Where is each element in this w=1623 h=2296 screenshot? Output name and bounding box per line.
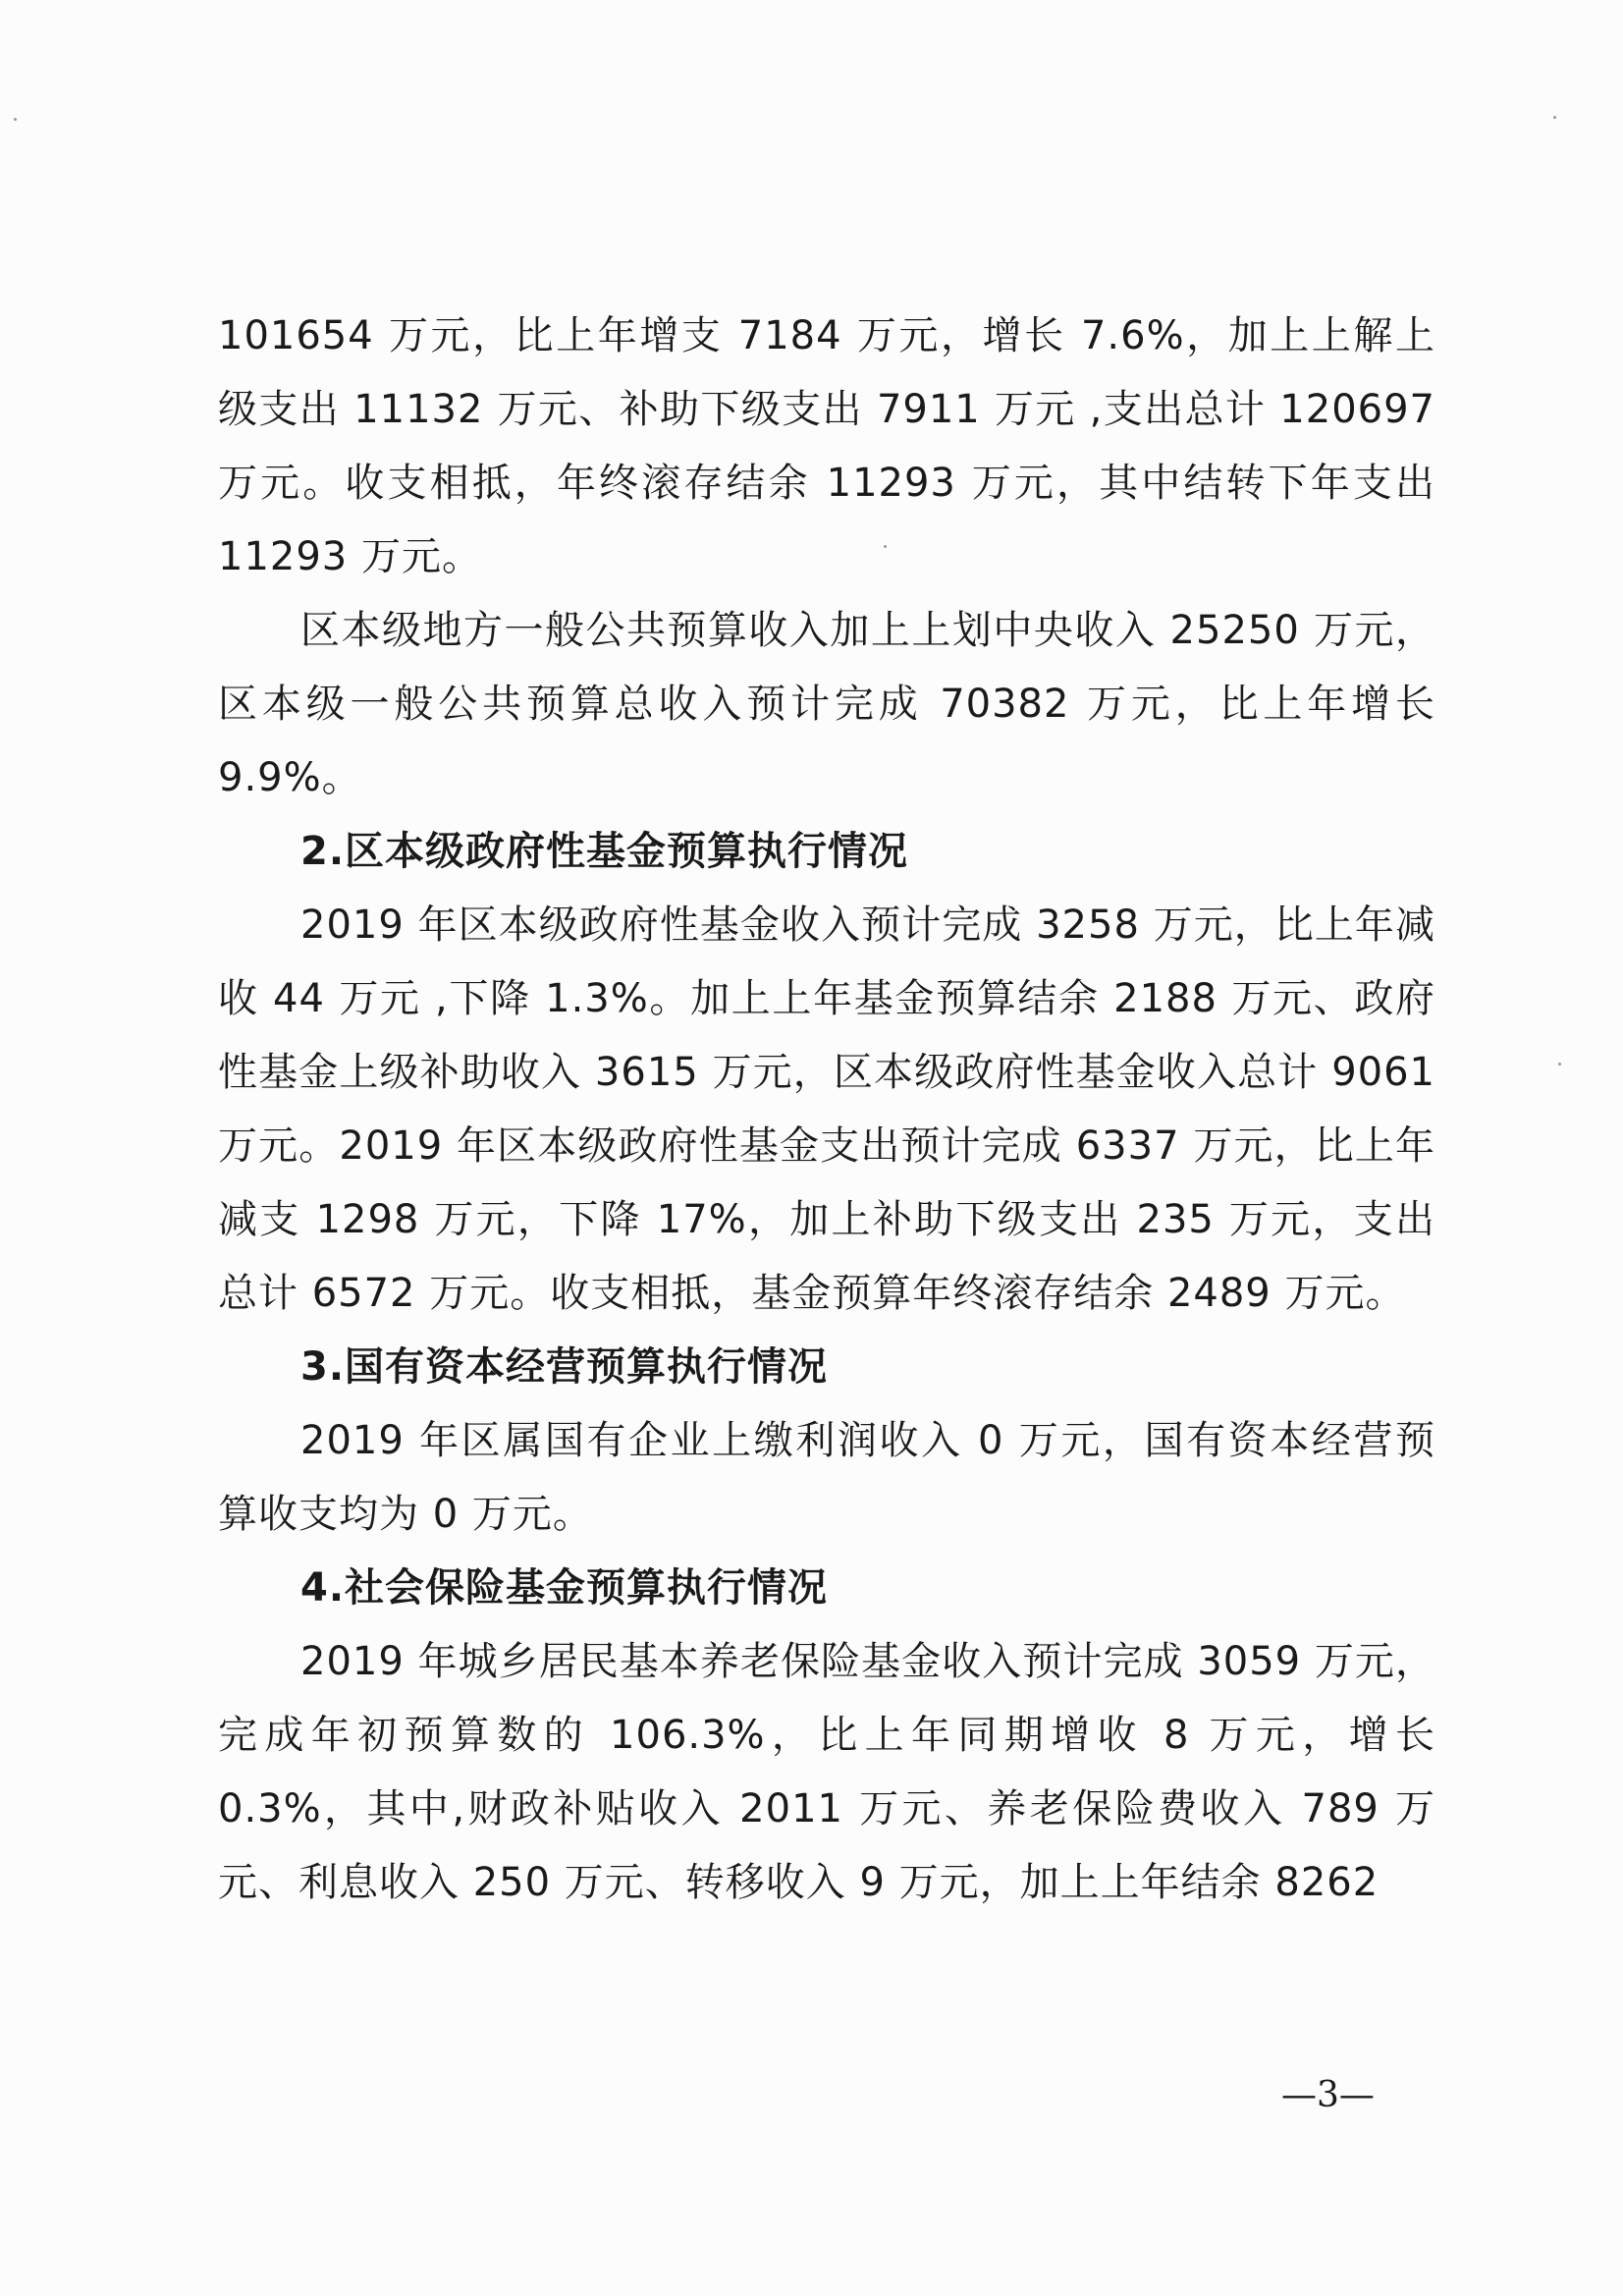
paragraph-state-capital: 2019 年区属国有企业上缴利润收入 0 万元，国有资本经营预算收支均为 0 万元。 xyxy=(218,1418,1435,1537)
section-heading-social-insurance: 4.社会保险基金预算执行情况 xyxy=(300,1565,829,1611)
section-heading-state-capital: 3.国有资本经营预算执行情况 xyxy=(300,1344,829,1390)
document-body xyxy=(218,300,1435,1920)
section-heading-government-fund: 2.区本级政府性基金预算执行情况 xyxy=(300,829,909,874)
page-number: —3— xyxy=(1281,2075,1375,2115)
scan-speck xyxy=(14,118,17,121)
paragraph-government-fund: 2019 年区本级政府性基金收入预计完成 3258 万元，比上年减收 44 万元 ,下降 1.3%。加上上年基金预算结余 2188 万元、政府性基金上级补助收入 3615 万元，区本级政府性基金收入总计 9061 万元。2019 年区本级政府性基金支出预计完成 6337 万元，比上年减支 1298 万元，下降 17%，加上补助下级支出 235 万元，支出总计 6572 万元。收支相抵，基金预算年终滚存结余 2489 万元。 xyxy=(218,902,1435,1316)
paragraph-district-revenue: 区本级地方一般公共预算收入加上上划中央收入 25250 万元，区本级一般公共预算总收入预计完成 70382 万元，比上年增长 9.9%。 xyxy=(218,608,1435,800)
scan-speck xyxy=(884,545,887,548)
paragraph-expenditure-summary: 101654 万元，比上年增支 7184 万元，增长 7.6%，加上上解上级支出 11132 万元、补助下级支出 7911 万元 ,支出总计 120697 万元。收支相抵，年终滚存结余 11293 万元，其中结转下年支出 11293 万元。 xyxy=(218,313,1435,579)
scan-speck xyxy=(1558,1063,1561,1066)
scan-speck xyxy=(1553,116,1556,119)
paragraph-social-insurance: 2019 年城乡居民基本养老保险基金收入预计完成 3059 万元，完成年初预算数的 106.3%，比上年同期增收 8 万元，增长 0.3%，其中,财政补贴收入 2011 万元、养老保险费收入 789 万元、利息收入 250 万元、转移收入 9 万元，加上上年结余 8262 xyxy=(218,1639,1435,1905)
